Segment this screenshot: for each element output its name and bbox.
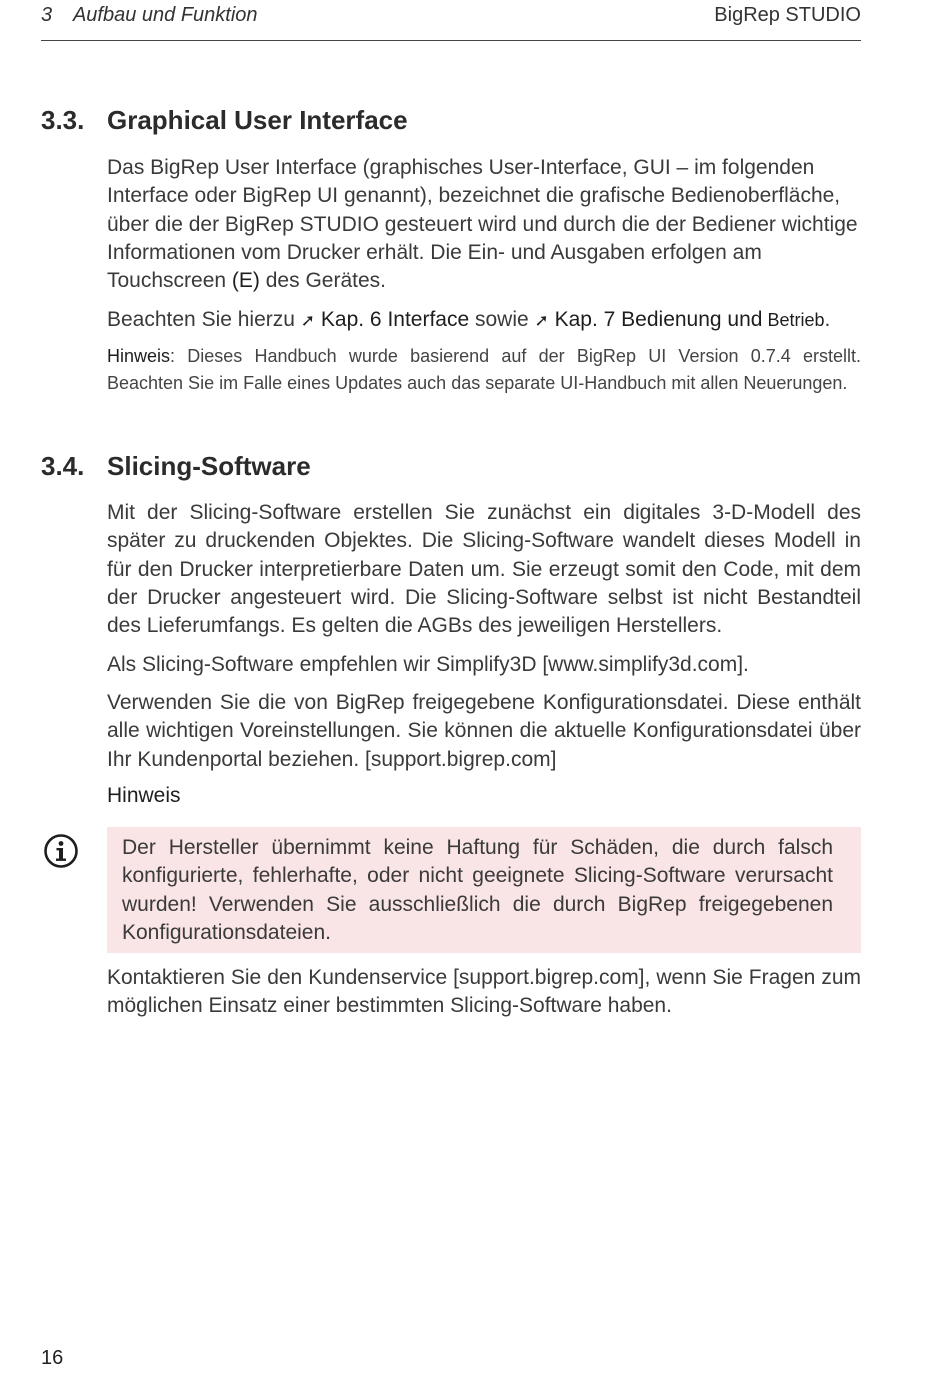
see-also-prefix: Beachten Sie hierzu: [107, 308, 301, 331]
running-header: [41, 0, 861, 41]
slicing-paragraph-recommendation: Als Slicing-Software empfehlen wir Simplify3D [www.simplify3d.com].: [107, 653, 749, 676]
note-title: Hinweis: [107, 784, 181, 807]
section-heading-3-4: [41, 451, 311, 482]
header-chapter: [41, 4, 258, 27]
section-number: 3.3.: [41, 105, 85, 135]
slicing-paragraph-intro: Mit der Slicing-Software erstellen Sie zunächst ein digitales 3-D-Modell des später zu druckenden Objektes. Die Slicing-Software wandelt dieses Modell in für den Drucker interpretierbare Daten um. Sie erzeugt somit den Code, mit dem der Drucker angesteuert wird. Die Slicing-Software selbst ist nicht Bestandteil des Lieferumfangs. Es gelten die AGBs des jeweiligen Herstellers.: [107, 501, 861, 638]
warning-note-text: Der Hersteller übernimmt keine Haftung für Schäden, die durch falsch konfigurierte, fehlerhafte, oder nicht geeignete Slicing-Software verursacht wurden! Verwenden Sie ausschließlich die durch BigRep freigegebenen Konfigurationsdateien.: [122, 836, 833, 944]
section-title: Slicing-Software: [107, 451, 311, 481]
header-chapter-number: 3: [41, 4, 53, 26]
gui-paragraph-end: des Gerätes.: [259, 269, 386, 293]
version-note-text: : Dieses Handbuch wurde basierend auf der BigRep UI Version 0.7.4 erstellt. Beachten Sie im Falle eines Updates auch das separate UI-Handbuch mit allen Neuerungen.: [107, 346, 861, 393]
header-product: BigRep STUDIO: [714, 4, 861, 26]
slicing-paragraph-contact: Kontaktieren Sie den Kundenservice [support.bigrep.com], wenn Sie Fragen zum möglichen Einsatz einer bestimmten Slicing-Software haben.: [107, 966, 861, 1018]
chapter-6-link[interactable]: Kap. 6 Interface: [320, 308, 470, 331]
see-also-line: [107, 306, 861, 335]
touchscreen-reference: (E): [231, 269, 260, 293]
arrow-icon: ➚: [534, 311, 549, 330]
chapter-7-link-main: Kap. 7 Bedienung und: [554, 308, 763, 331]
see-also-mid: sowie: [469, 308, 535, 331]
section-number: 3.4.: [41, 451, 85, 481]
chapter-7-link-tail: Betrieb: [762, 310, 825, 330]
gui-paragraph-text: Das BigRep User Interface (graphisches User-Interface, GUI – im folgenden Interface oder BigRep UI genannt), bezeichnet die grafische Bedienoberfläche, über die der BigRep STUDIO gesteuert wird und durch die der Bediener wichtige Informationen vom Drucker erhält. Die Ein- und Ausgaben erfolgen am Touchscreen: [107, 156, 858, 293]
see-also-end: .: [824, 308, 831, 331]
arrow-icon: ➚: [300, 311, 316, 330]
chapter-7-link[interactable]: [555, 308, 825, 331]
info-circle-icon: [43, 833, 79, 869]
gui-paragraph: [107, 154, 861, 295]
section-heading-3-3: [41, 105, 408, 136]
header-chapter-title: Aufbau und Funktion: [72, 4, 258, 26]
page-number: 16: [41, 1347, 64, 1369]
section-title: Graphical User Interface: [107, 105, 408, 135]
slicing-paragraph-config: Verwenden Sie die von BigRep freigegebene Konfigurationsdatei. Diese enthält alle wichtigen Voreinstellungen. Sie können die aktuelle Konfigurationsdatei über Ihr Kundenportal beziehen. [support.bigrep.com]: [107, 691, 861, 771]
warning-note-box: [107, 827, 861, 953]
version-note: [107, 343, 861, 396]
version-note-label: Hinweis: [107, 346, 171, 366]
